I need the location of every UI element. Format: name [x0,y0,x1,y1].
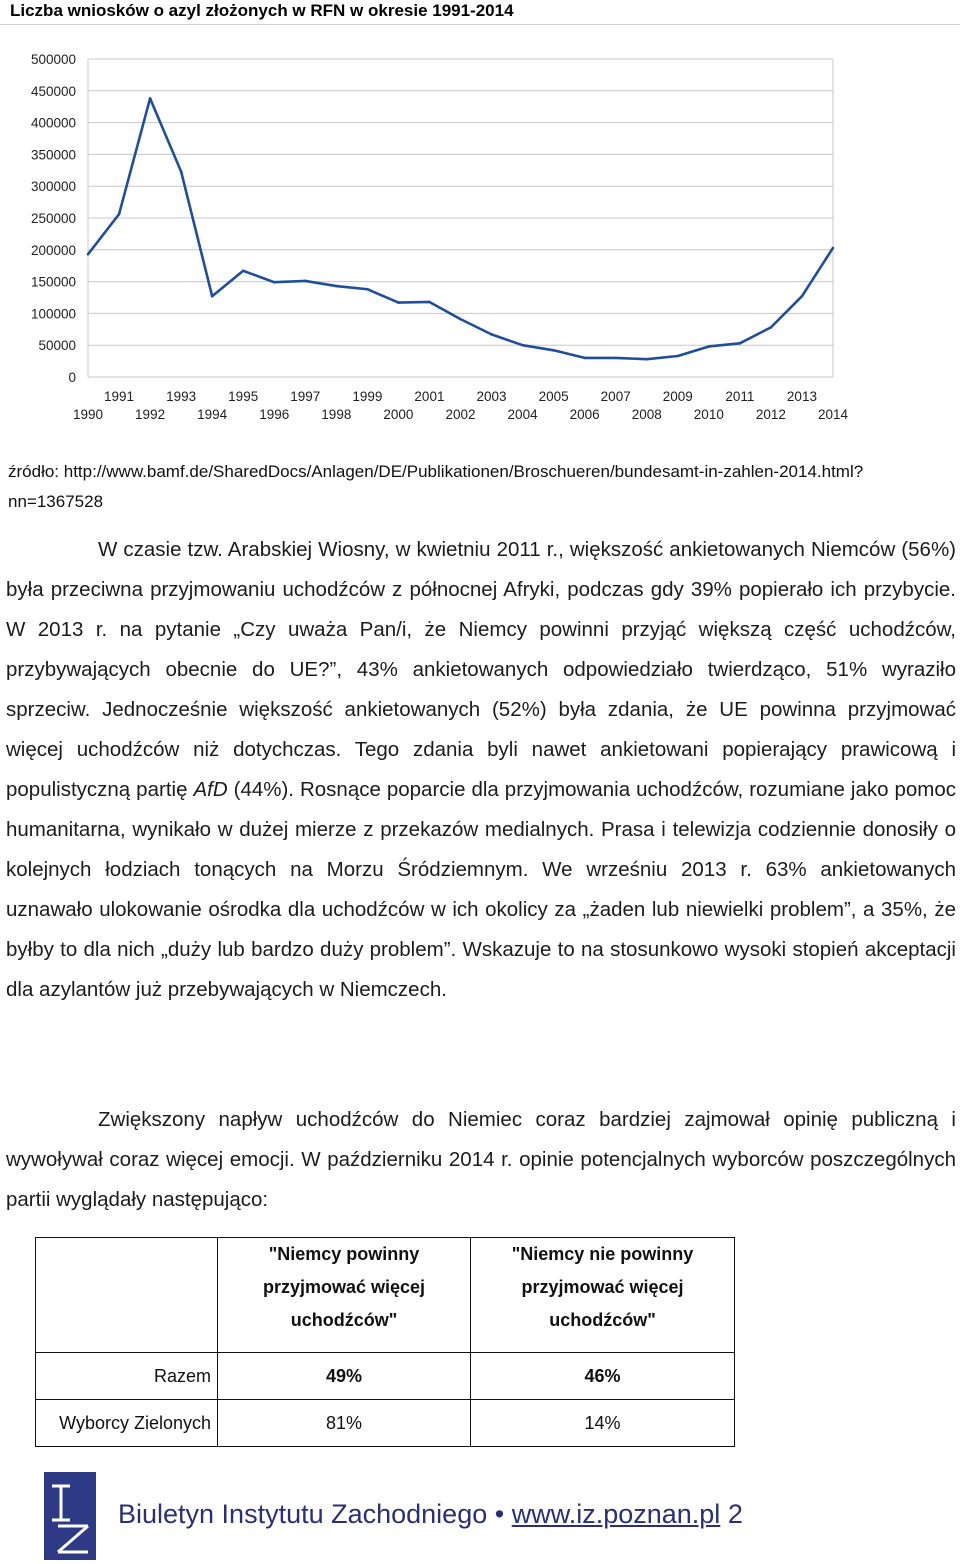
data-point [521,344,524,347]
table-header-row [36,1238,735,1353]
y-tick-label: 300000 [30,179,76,195]
poll-table [35,1237,735,1447]
table-row [36,1400,735,1447]
x-tick-label: 1999 [352,389,383,404]
data-point [583,357,586,360]
data-point [335,285,338,288]
data-point [708,345,711,348]
data-point [676,355,679,358]
table-header-empty [36,1238,218,1353]
asylum-applications-chart [0,28,880,438]
row-label: Wyborcy Zielonych [36,1400,218,1447]
x-tick-label: 2005 [538,389,569,404]
afd-party-name: AfD [193,778,228,801]
page-title: Liczba wniosków o azyl złożonych w RFN w okresie 1991-2014 [10,1,514,20]
x-tick-label: 2004 [507,407,538,422]
table-header-should-not: "Niemcy nie powinny przyjmować więcej uchodźców" [471,1238,735,1353]
x-tick-label: 2000 [383,407,414,422]
cell-should-not: 14% [471,1400,735,1447]
table-row [36,1353,735,1400]
y-tick-label: 250000 [30,211,76,226]
data-point [118,213,121,216]
data-point [273,281,276,284]
x-tick-label: 1994 [197,407,228,422]
x-tick-label: 2010 [693,407,724,422]
data-point [366,288,369,291]
data-point [552,349,555,352]
y-tick-label: 100000 [30,306,76,322]
cell-should: 81% [218,1400,471,1447]
page-number: 2 [720,1499,743,1529]
x-tick-label: 2012 [755,407,786,422]
data-point [149,97,152,100]
data-point [211,295,214,298]
y-tick-label: 150000 [30,274,76,290]
data-point [490,333,493,336]
paragraph-text: (44%). Rosnące poparcie dla przyjmowania uchodźców, rozumiane jako pomoc humanitarna, wynikało w dużej mierze z przekazów medialnych. Prasa i telewizja codziennie donosiły o kolejnych łodziach tonących na Morzu Śródziemnym. We wrześniu 2013 r. 63% ankietowanych uznawało ulokowanie ośrodka dla uchodźców w ich okolicy za „żaden lub niewielki problem”, a 35%, że byłby to dla nich „duży lub bardzo duży problem”. Wskazuje to na stosunkowo wysoki stopień akceptacji dla azylantów już przebywających w Niemczech. [6,778,956,1001]
x-tick-label: 1992 [135,407,166,422]
paragraph-public-opinion [6,530,956,1010]
footer [118,1490,743,1538]
cell-should: 49% [218,1353,471,1400]
row-label: Razem [36,1353,218,1400]
data-point [614,357,617,360]
x-tick-label: 1995 [228,389,259,404]
x-tick-label: 2002 [445,407,476,422]
y-tick-label: 50000 [38,338,76,354]
x-tick-label: 2014 [817,407,849,422]
institute-logo-icon [44,1472,96,1560]
y-tick-label: 400000 [30,115,76,131]
x-tick-label: 1996 [259,407,290,422]
paragraph-text: W czasie tzw. Arabskiej Wiosny, w kwietniu 2011 r., większość ankietowanych Niemców (56%) była przeciwna przyjmowaniu uchodźców z północnej Afryki, podczas gdy 39% popierało ich przybycie. W 2013 r. na pytanie „Czy uważa Pan/i, że Niemcy powinni przyjąć większą część uchodźców, przybywających obecnie do UE?”, 43% ankietowanych odpowiedziało twierdząco, 51% wyraziło sprzeciw. Jednocześnie większość ankietowanych (52%) była zdania, że UE powinna przyjmować więcej uchodźców niż dotychczas. Tego zdania byli nawet ankietowani popierający prawicową i populistyczną partię [6,538,956,801]
x-tick-label: 2003 [476,389,507,404]
data-point [645,358,648,361]
table-header-should: "Niemcy powinny przyjmować więcej uchodźców" [218,1238,471,1353]
x-tick-label: 2009 [662,389,693,404]
data-point [801,295,804,298]
x-tick-label: 1997 [290,389,321,404]
y-tick-label: 0 [68,370,76,385]
data-point [428,301,431,304]
data-point [459,318,462,321]
y-tick-label: 450000 [30,83,76,99]
footer-text: Biuletyn Instytutu Zachodniego • [118,1499,512,1529]
y-tick-label: 350000 [30,147,76,163]
paragraph-voters [6,1100,956,1220]
data-point [832,247,835,250]
x-tick-label: 2011 [725,389,755,404]
y-tick-label: 500000 [30,52,76,67]
x-tick-label: 2013 [786,389,817,404]
data-point [87,253,90,256]
footer-link[interactable]: www.iz.poznan.pl [511,1499,721,1529]
x-tick-label: 2007 [600,389,631,404]
x-tick-label: 1990 [72,407,104,422]
data-point [304,280,307,283]
x-tick-label: 2001 [414,389,445,404]
x-tick-label: 2006 [569,407,600,422]
data-point [180,170,183,173]
data-point [770,326,773,329]
y-tick-label: 200000 [30,242,76,258]
source-citation: źródło: http://www.bamf.de/SharedDocs/Anlagen/DE/Publikationen/Broschueren/bundesamt-in-zahlen-2014.html?nn=1367528 [8,462,864,511]
data-point [397,301,400,304]
cell-should-not: 46% [471,1353,735,1400]
x-tick-label: 1991 [104,389,135,404]
data-point [739,342,742,345]
x-tick-label: 2008 [631,407,662,422]
paragraph-text: Zwiększony napływ uchodźców do Niemiec coraz bardziej zajmował opinię publiczną i wywoływał coraz więcej emocji. W październiku 2014 r. opinie potencjalnych wyborców poszczególnych partii wyglądały następująco: [6,1108,956,1211]
x-tick-label: 1993 [166,389,197,404]
data-point [242,269,245,272]
x-tick-label: 1998 [321,407,352,422]
